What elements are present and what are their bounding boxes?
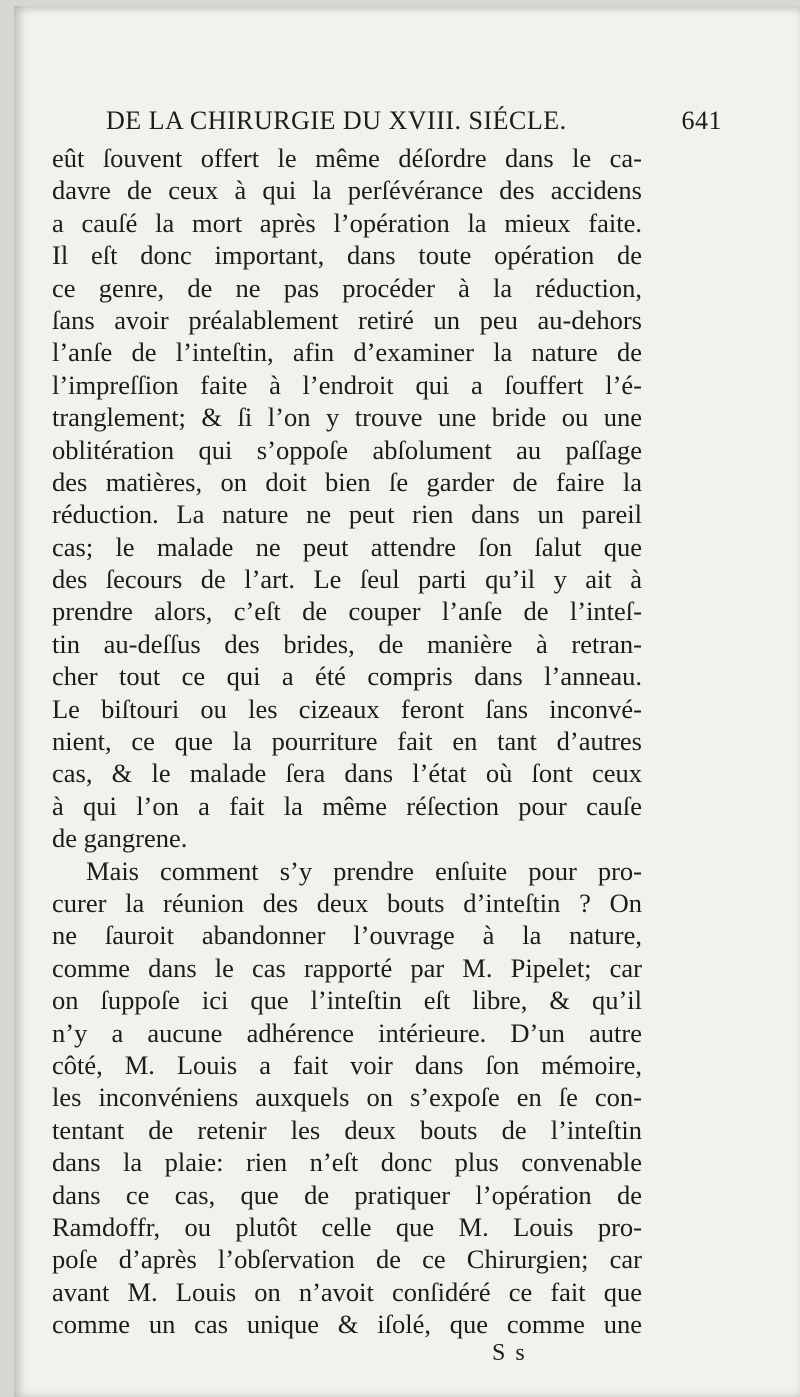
signature-mark: S s (492, 1340, 527, 1366)
text-line: des matières, on doit bien ſe garder de faire la (52, 466, 642, 497)
text-line: les inconvéniens auxquels on s’expoſe en ſe con- (52, 1082, 642, 1113)
text-line: nient, ce que la pourriture fait en tant d’autres (52, 726, 642, 757)
text-line: prendre alors, c’eſt de couper l’anſe de l’inteſ- (52, 596, 642, 627)
text-line: Ramdoffr, ou plutôt celle que M. Louis pro- (52, 1211, 642, 1242)
text-line: à qui l’on a fait la même réſection pour cauſe (52, 790, 642, 821)
text-line: réduction. La nature ne peut rien dans un pareil (52, 499, 642, 530)
text-line: oblitération qui s’oppoſe abſolument au paſſage (52, 434, 642, 465)
text-line: Le biſtouri ou les cizeaux feront ſans inconvé- (52, 693, 642, 724)
text-line: dans la plaie: rien n’eſt donc plus convenable (52, 1147, 642, 1178)
text-line: ce genre, de ne pas procéder à la réduction, (52, 272, 642, 303)
text-line: dans ce cas, que de pratiquer l’opération de (52, 1179, 642, 1210)
text-line: comme un cas unique & iſolé, que comme une (52, 1309, 642, 1340)
text-line: ne ſauroit abandonner l’ouvrage à la nature, (52, 920, 642, 951)
text-line: tentant de retenir les deux bouts de l’inteſtin (52, 1114, 642, 1145)
text-line: cher tout ce qui a été compris dans l’anneau. (52, 661, 642, 692)
text-line: davre de ceux à qui la perſévérance des accidens (52, 175, 642, 206)
text-line: tin au-deſſus des brides, de manière à retran- (52, 628, 642, 659)
text-line: poſe d’après l’obſervation de ce Chirurgien; car (52, 1244, 642, 1275)
text-line: des ſecours de l’art. Le ſeul parti qu’il y ait à (52, 564, 642, 595)
page-number: 641 (681, 106, 722, 135)
text-line-paragraph-start: Mais comment s’y prendre enſuite pour pro- (86, 855, 642, 886)
text-line: cas, & le malade ſera dans l’état où ſont ceux (52, 758, 642, 789)
body-text (52, 142, 642, 1340)
text-line: eût ſouvent offert le même déſordre dans le ca- (52, 143, 642, 173)
text-line: comme dans le cas rapporté par M. Pipelet; car (52, 952, 642, 983)
running-header (106, 106, 722, 136)
text-line: a cauſé la mort après l’opération la mieux faite. (52, 207, 642, 238)
text-line: on ſuppoſe ici que l’inteſtin eſt libre, & qu’il (52, 985, 642, 1016)
text-line-paragraph-end: de gangrene. (52, 823, 188, 854)
book-page (14, 6, 800, 1397)
text-line: curer la réunion des deux bouts d’inteſtin ? On (52, 887, 642, 918)
text-line: n’y a aucune adhérence intérieure. D’un autre (52, 1017, 642, 1048)
text-line: l’impreſſion faite à l’endroit qui a ſouffert l’é- (52, 369, 642, 400)
text-line: ſans avoir préalablement retiré un peu au-dehors (52, 304, 642, 335)
running-title: DE LA CHIRURGIE DU XVIII. SIÉCLE. (106, 106, 567, 135)
text-line: Il eſt donc important, dans toute opération de (52, 240, 642, 271)
text-line: avant M. Louis on n’avoit conſidéré ce fait que (52, 1276, 642, 1307)
text-line: cas; le malade ne peut attendre ſon ſalut que (52, 531, 642, 562)
text-line: tranglement; & ſi l’on y trouve une bride ou une (52, 402, 642, 433)
text-line: l’anſe de l’inteſtin, afin d’examiner la nature de (52, 337, 642, 368)
text-line: côté, M. Louis a fait voir dans ſon mémoire, (52, 1049, 642, 1080)
